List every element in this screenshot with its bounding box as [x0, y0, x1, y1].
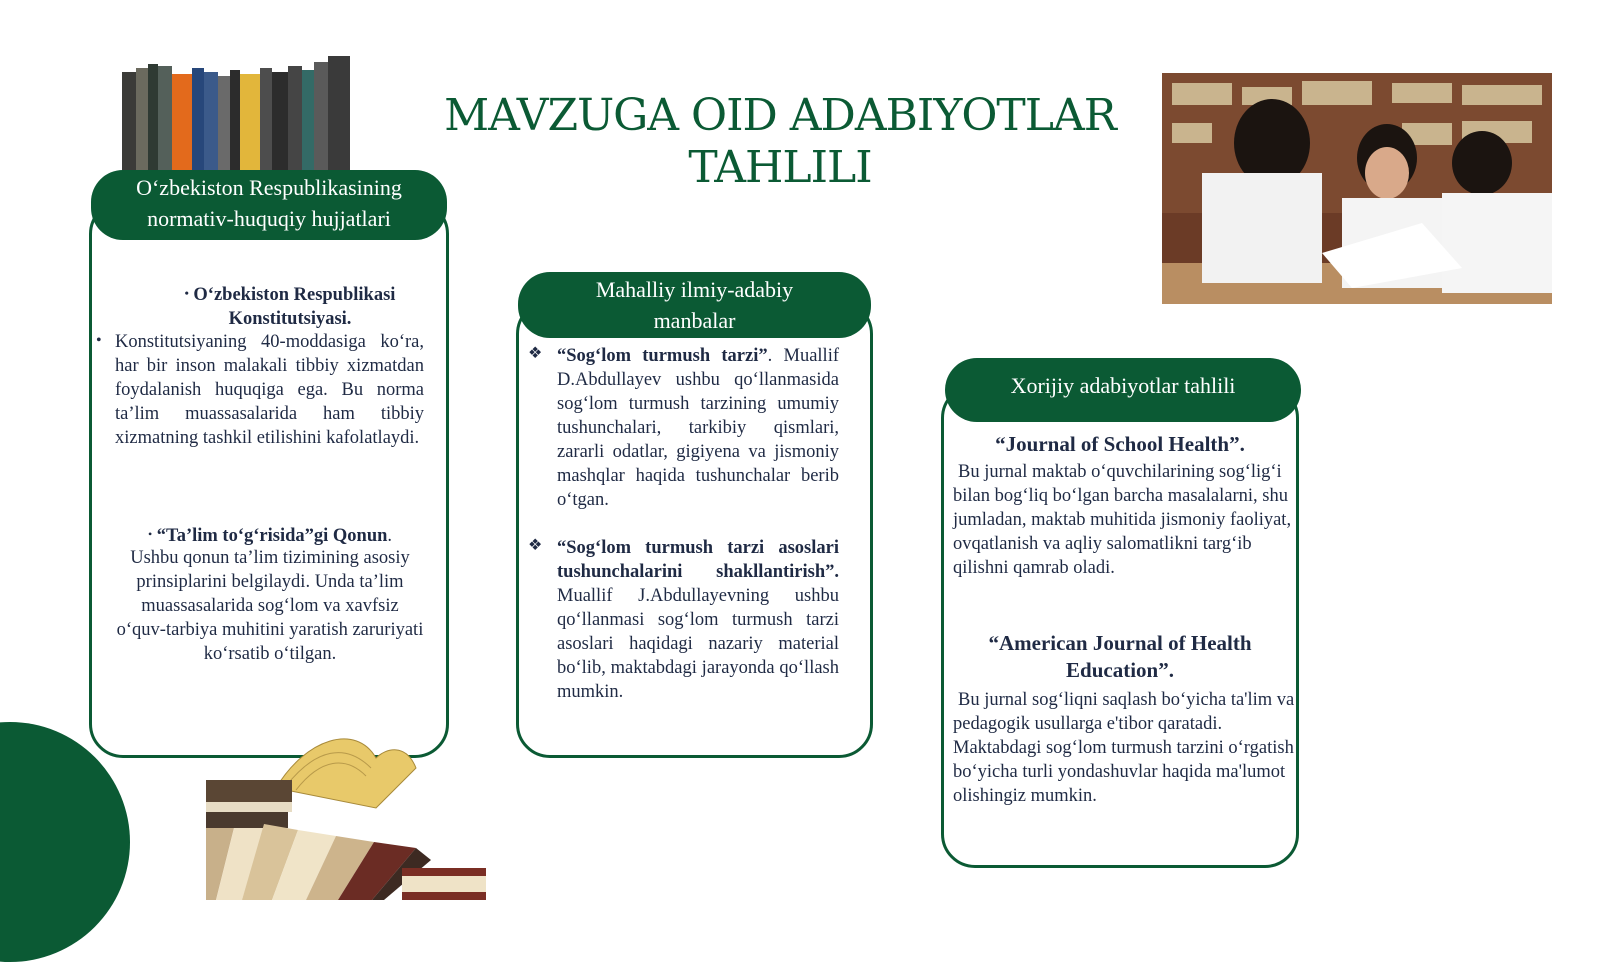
- item-constitution-title: [140, 281, 440, 331]
- local-item-2-title: “Sog‘lom turmush tarzi asoslari tushunchalarini shakllantirish”.: [557, 538, 839, 582]
- local-item-2-body: Muallif J.Abdullayevning ushbu qo‘llanmasi sog‘lom turmush tarzi asoslari haqidagi nazariy material bo‘lib, maktabdagi jarayonda qo‘llash mumkin.: [557, 586, 839, 702]
- header-line-2: manbalar: [653, 308, 736, 333]
- header-text: Xorijiy adabiyotlar tahlili: [1010, 373, 1236, 398]
- american-journal-body: Bu jurnal sog‘liqni saqlash bo‘yicha ta'lim va pedagogik usullarga e'tibor qaratadi. Maktabdagi sog‘lom turmush tarzini o‘rgatish bo‘yicha turli yondashuvlar haqida ma'lumot olishingiz mumkin.: [953, 690, 1295, 806]
- education-law-title: “Ta’lim to‘g‘risida”gi Qonun: [156, 526, 388, 546]
- constitution-title-line2: Konstitutsiyasi.: [228, 309, 352, 329]
- header-normative-documents: [91, 170, 447, 240]
- header-line-1: O‘zbekiston Respublikasining: [136, 175, 402, 200]
- item-education-law-title: [115, 522, 425, 548]
- four-diamond-bullet-icon: ❖: [528, 537, 543, 554]
- bullet-dot-icon: •: [184, 286, 189, 300]
- open-books-illustration: [206, 728, 488, 900]
- title-suffix: .: [387, 526, 393, 546]
- constitution-title-line1: O‘zbekiston Respublikasi: [193, 285, 396, 305]
- header-local-sources: [518, 272, 871, 338]
- local-item-1-title: “Sog‘lom turmush tarzi”: [557, 346, 768, 366]
- constitution-body: Konstitutsiyaning 40-moddasiga ko‘ra, har bir inson malakali tibbiy xizmatdan foydalanish huquqiga ega. Bu norma ta’lim muassasalarida ham tibbiy xizmatning tashkil etilishini kafolatlaydi.: [115, 332, 424, 448]
- journal-school-health-title: “Journal of School Health”.: [995, 432, 1245, 456]
- journal-school-health-body: Bu jurnal maktab o‘quvchilarining sog‘lig‘i bilan bog‘liq bo‘lgan barcha masalalarni, shu jumladan, maktab muhitida jismoniy faoliyat, ovqatlanish va aqliy salomatlikni targ‘ib qilishni qamrab oladi.: [953, 462, 1292, 578]
- page-title: MAVZUGA OID ADABIYOTLAR TAHLILI: [444, 90, 1116, 193]
- header-line-1: Mahalliy ilmiy-adabiy: [595, 277, 794, 302]
- american-journal-title-line2: Education”.: [1066, 658, 1174, 682]
- local-item-2: [557, 536, 839, 704]
- header-line-2: normativ-huquqiy hujjatlari: [147, 206, 391, 231]
- american-journal-title-line1: “American Journal of Health: [988, 631, 1252, 655]
- local-item-1: [557, 344, 839, 512]
- books-illustration-top: [118, 54, 358, 172]
- four-diamond-bullet-icon: ❖: [528, 345, 543, 362]
- local-item-1-body: . Muallif D.Abdullayev ushbu qo‘llanmasida sog‘lom turmush tarzining umumiy tushunchalari, tarkibiy qismlari, zararli odatlar, gigiyena va jismoniy mashqlar haqida tushunchalar berib o‘tgan.: [557, 346, 839, 510]
- american-journal-title: [950, 630, 1290, 684]
- education-law-body: Ushbu qonun ta’lim tizimining asosiy prinsiplarini belgilaydi. Unda ta’lim muassasalarida sog‘lom va xavfsiz o‘quv-tarbiya muhitini yaratish zaruriyati ko‘rsatib o‘tilgan.: [116, 548, 424, 664]
- bullet-dot-icon: •: [96, 332, 102, 349]
- students-library-photo: [1162, 73, 1552, 304]
- header-foreign-literature: [945, 358, 1301, 422]
- decorative-green-circle: [0, 722, 130, 962]
- bullet-dot-icon: •: [147, 527, 153, 541]
